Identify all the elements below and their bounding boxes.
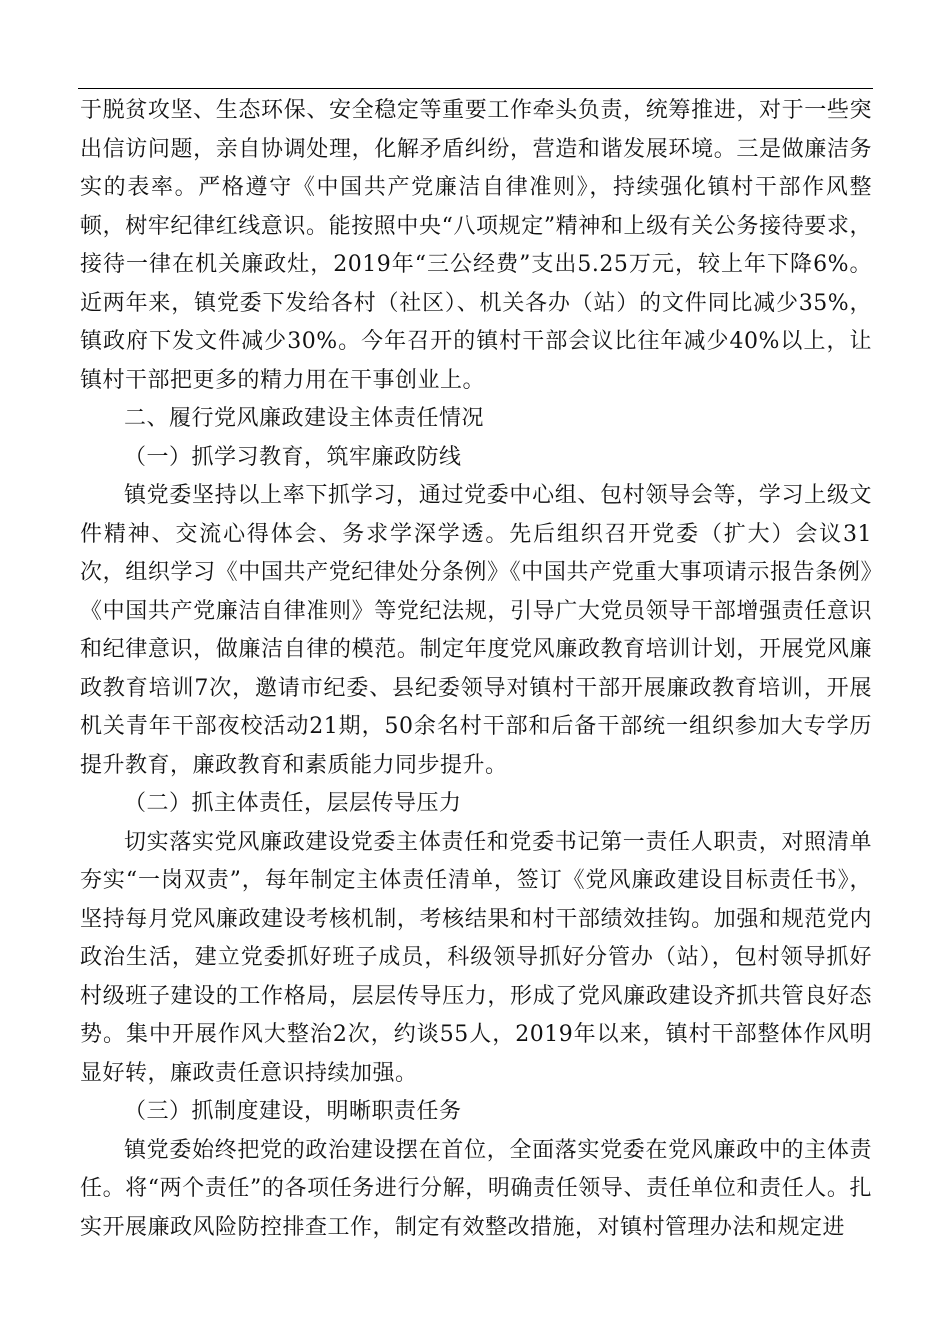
header-rule	[78, 88, 873, 89]
paragraph-main-responsibility: 切实落实党风廉政建设党委主体责任和党委书记第一责任人职责，对照清单夯实“一岗双责”，每年制定主体责任清单，签订《党风廉政建设目标责任书》，坚持每月党风廉政建设考核机制，考核结果和村干部绩效挂钩。加强和规范党内政治生活，建立党委抓好班子成员，科级领导抓好分管办（站），包村领导抓好村级班子建设的工作格局，层层传导压力，形成了党风廉政建设齐抓共管良好态势。集中开展作风大整治2次，约谈55人，2019年以来，镇村干部整体作风明显好转，廉政责任意识持续加强。	[80, 829, 872, 1086]
paragraph-continuation: 于脱贫攻坚、生态环保、安全稳定等重要工作牵头负责，统筹推进，对于一些突出信访问题，亲自协调处理，化解矛盾纠纷，营造和谐发展环境。三是做廉洁务实的表率。严格遵守《中国共产党廉洁自律准则》，持续强化镇村干部作风整顿，树牢纪律红线意识。能按照中央“八项规定”精神和上级有关公务接待要求，接待一律在机关廉政灶，2019年“三公经费”支出5.25万元，较上年下降6%。近两年来，镇党委下发给各村（社区）、机关各办（站）的文件同比减少35%，镇政府下发文件减少30%。今年召开的镇村干部会议比往年减少40%以上，让镇村干部把更多的精力用在干事创业上。	[80, 98, 872, 393]
paragraph-system-building: 镇党委始终把党的政治建设摆在首位，全面落实党委在党风廉政中的主体责任。将“两个责任”的各项任务进行分解，明确责任领导、责任单位和责任人。扎实开展廉政风险防控排查工作，制定有效整改措施，对镇村管理办法和规定进	[80, 1137, 872, 1240]
subsection-heading-2: （二）抓主体责任，层层传导压力	[124, 791, 462, 816]
subsection-heading-3: （三）抓制度建设，明晰职责任务	[124, 1099, 462, 1124]
section-heading: 二、履行党风廉政建设主体责任情况	[124, 406, 485, 431]
subsection-heading-1: （一）抓学习教育，筑牢廉政防线	[124, 444, 462, 470]
document-body	[80, 92, 872, 1247]
paragraph-study-education: 镇党委坚持以上率下抓学习，通过党委中心组、包村领导会等，学习上级文件精神、交流心得体会、务求学深学透。先后组织召开党委（扩大）会议31次，组织学习《中国共产党纪律处分条例》《中国共产党重大事项请示报告条例》《中国共产党廉洁自律准则》等党纪法规，引导广大党员领导干部增强责任意识和纪律意识，做廉洁自律的模范。制定年度党风廉政教育培训计划，开展党风廉政教育培训7次，邀请市纪委、县纪委领导对镇村干部开展廉政教育培训，开展机关青年干部夜校活动21期，50余名村干部和后备干部统一组织参加大专学历提升教育，廉政教育和素质能力同步提升。	[80, 483, 872, 778]
